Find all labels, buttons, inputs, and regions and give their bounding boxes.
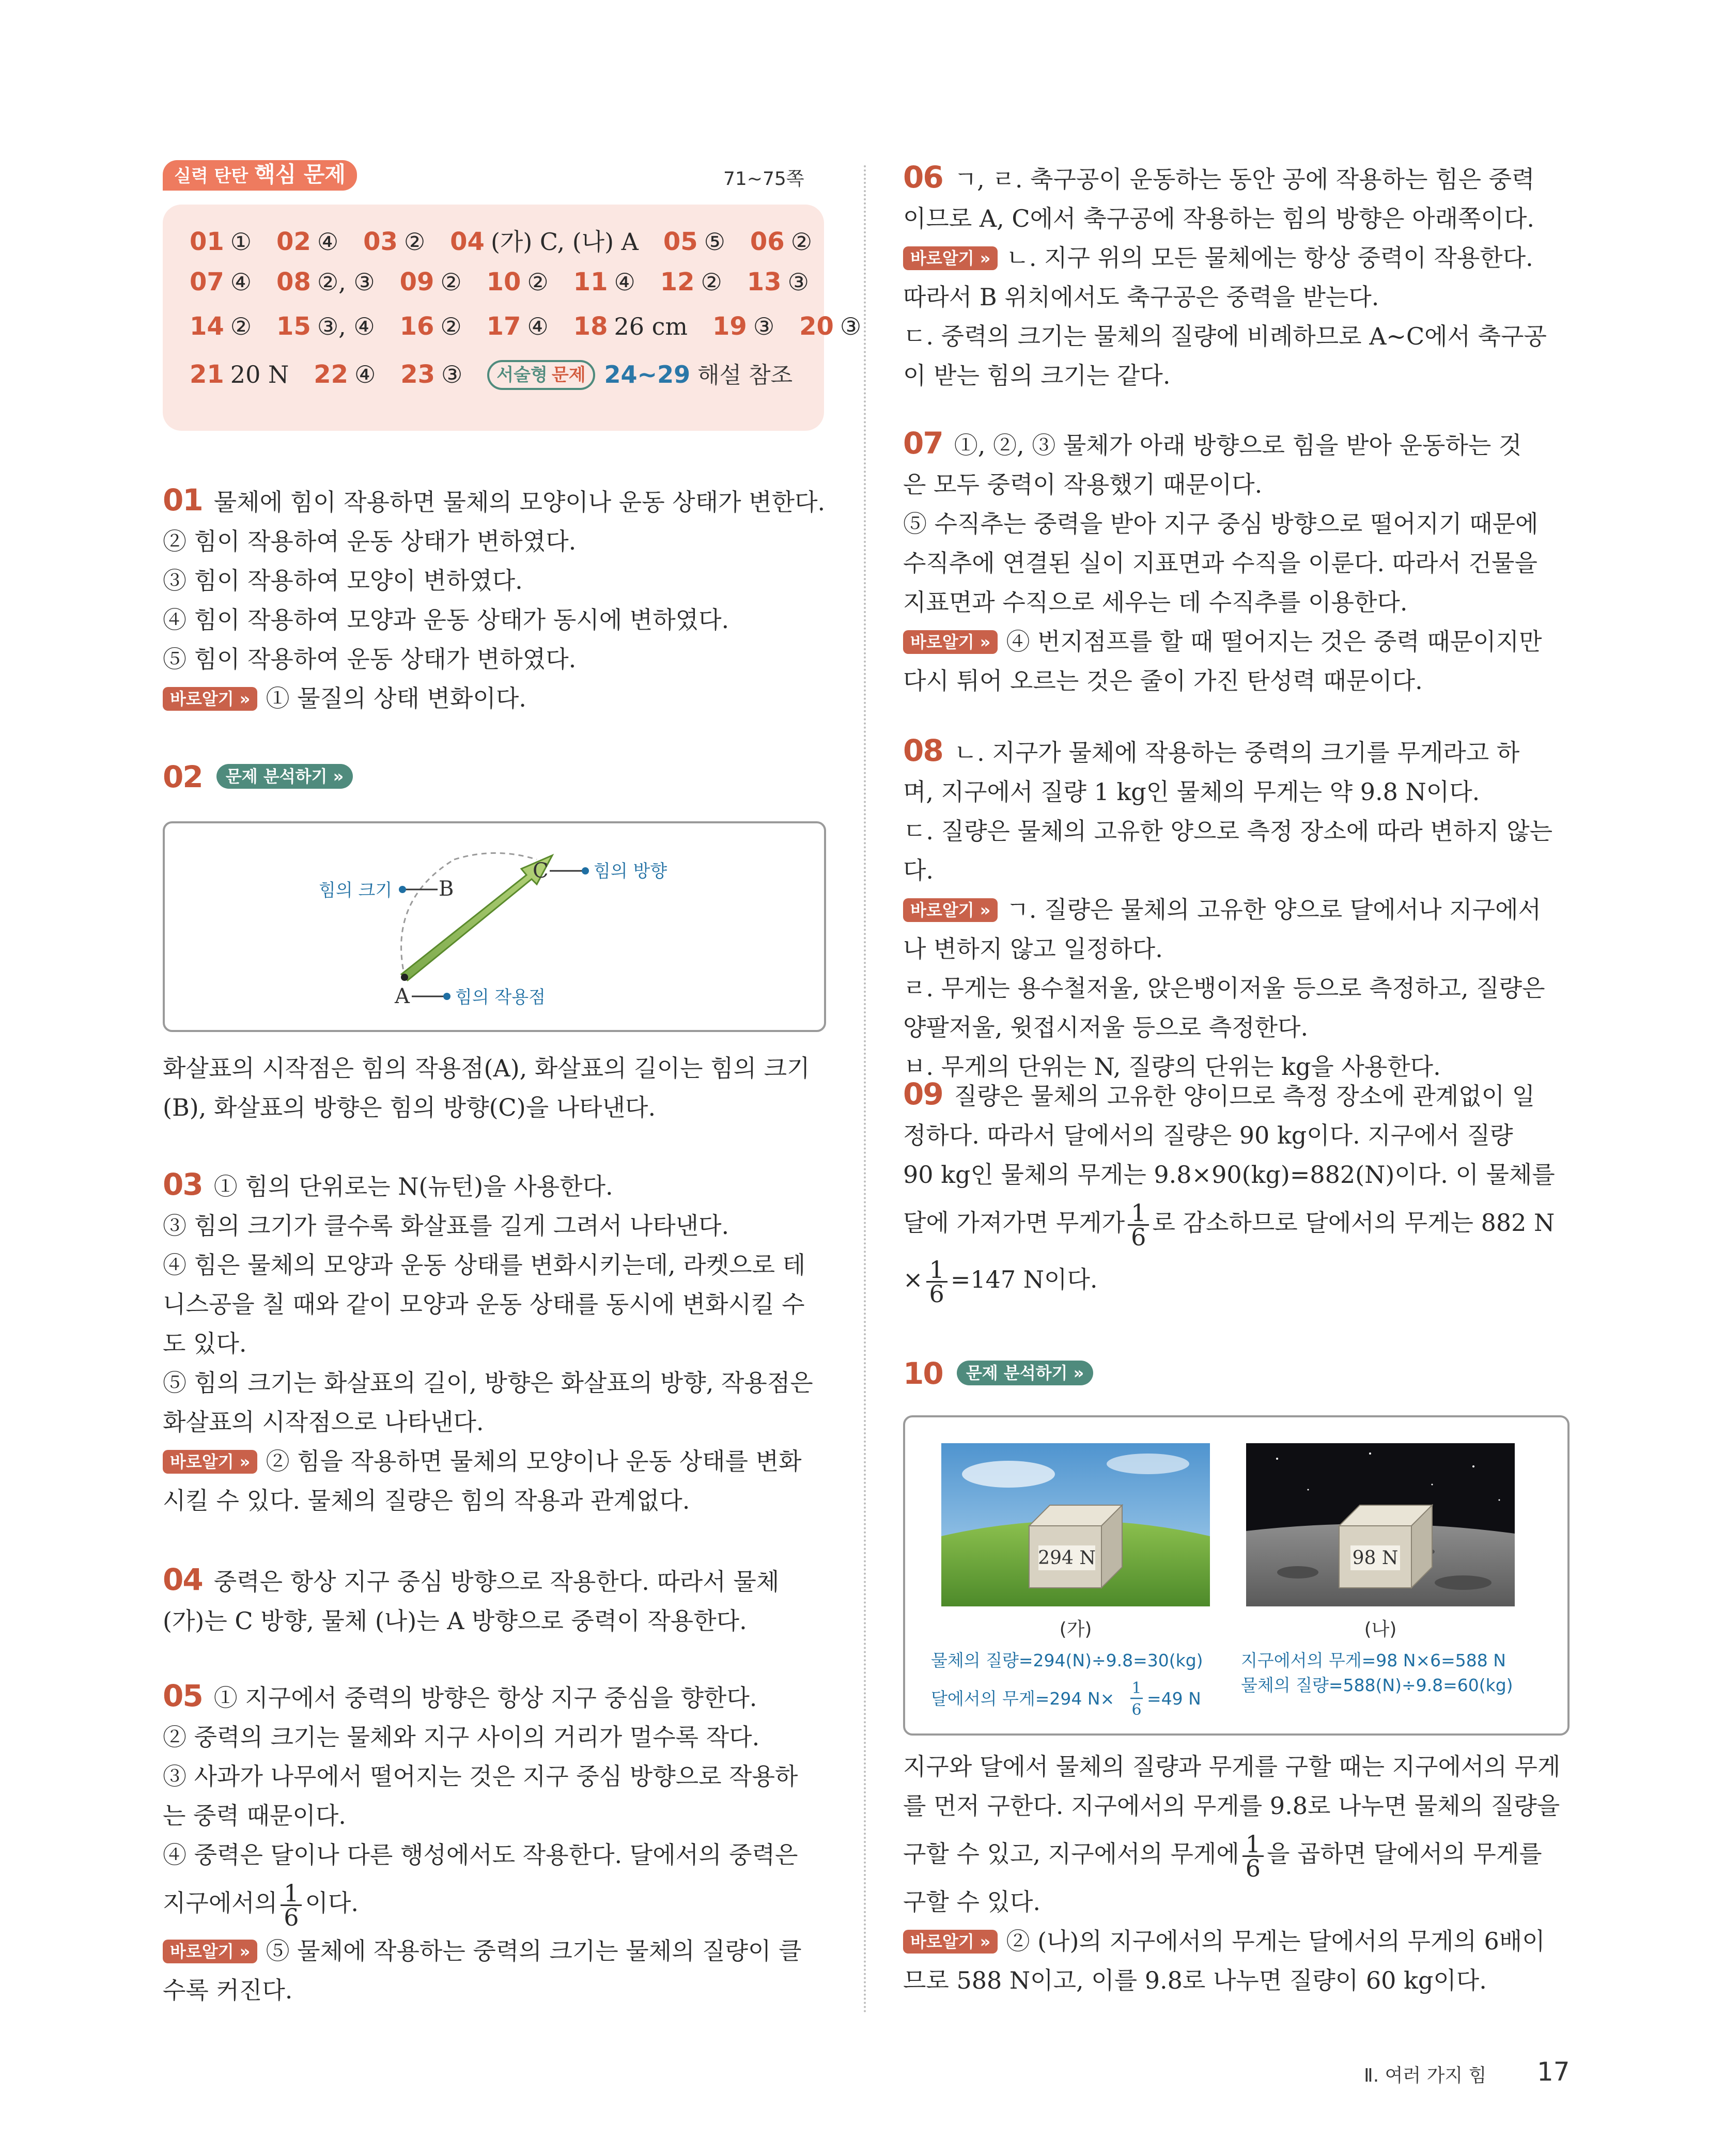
answer-value: 26 cm: [614, 313, 688, 340]
q06-line: ㄱ, ㄹ. 축구공이 운동하는 동안 공에 작용하는 힘은 중력: [954, 165, 1535, 193]
answer-item: [190, 361, 289, 388]
q06-block: [903, 158, 1575, 395]
answer-value: ②, ③: [317, 268, 375, 296]
q09-line: 로 감소하므로 달에서의 무게는 882 N: [1152, 1209, 1555, 1237]
q03-wrong-text: 시킬 수 있다. 물체의 질량은 힘의 작용과 관계없다.: [163, 1487, 690, 1514]
ga-weight-result: =49 N: [1147, 1689, 1201, 1709]
footer-unit: Ⅱ. 여러 가지 힘: [1364, 2065, 1487, 2086]
q06-wrong-text: ㄴ. 지구 위의 모든 물체에는 항상 중력이 작용한다.: [1006, 244, 1533, 272]
ga-mass-calc: 물체의 질량=294(N)÷9.8=30(kg): [931, 1650, 1203, 1670]
q04-line: 중력은 항상 지구 중심 방향으로 작용한다. 따라서 물체: [213, 1568, 780, 1596]
na-mass-calc: 물체의 질량=588(N)÷9.8=60(kg): [1241, 1675, 1513, 1695]
q07-line: ①, ②, ③ 물체가 아래 방향으로 힘을 받아 운동하는 것: [954, 431, 1522, 459]
q10-text: [903, 1747, 1575, 2000]
q05-line: ② 중력의 크기는 물체와 지구 사이의 거리가 멀수록 작다.: [163, 1723, 760, 1751]
q06-line: 이므로 A, C에서 축구공에 작용하는 힘의 방향은 아래쪽이다.: [903, 205, 1535, 232]
frac-top: 1: [281, 1882, 302, 1906]
analysis-badge: 문제 분석하기 »: [216, 764, 353, 789]
fraction: [1128, 1198, 1149, 1251]
answer-value: ②: [440, 313, 462, 340]
frac-top: 1: [1242, 1833, 1264, 1857]
answer-value: ④: [230, 268, 252, 296]
essay-badge: [487, 360, 595, 390]
answer-value: ③, ④: [317, 313, 375, 340]
essay-label: 서술형: [496, 365, 548, 385]
answer-row-1: [190, 223, 837, 257]
answer-number: 16: [399, 312, 434, 341]
answer-number: 10: [486, 268, 521, 296]
q06-line: 따라서 B 위치에서도 축구공은 중력을 받는다.: [903, 283, 1379, 311]
q10-line: 를 먼저 구한다. 지구에서의 무게를 9.8로 나누면 물체의 질량을: [903, 1792, 1560, 1820]
q05-line: ④ 중력은 달이나 다른 행성에서도 작용한다. 달에서의 중력은: [163, 1841, 798, 1869]
q08-line: 며, 지구에서 질량 1 kg인 물체의 무게는 약 9.8 N이다.: [903, 778, 1480, 806]
direction-arc: [454, 853, 537, 860]
q10-wrong-text: 므로 588 N이고, 이를 9.8로 나누면 질량이 60 kg이다.: [903, 1966, 1487, 1994]
q08-line: ㅂ. 무게의 단위는 N, 질량의 단위는 kg을 사용한다.: [903, 1053, 1441, 1081]
answer-item: [712, 313, 774, 340]
frac-top: 1: [926, 1258, 947, 1283]
answer-page-range: 71~75쪽: [723, 168, 804, 190]
answer-item: [573, 268, 635, 296]
answer-title-prefix: 실력 탄탄: [174, 166, 248, 186]
q07-wrong-text: ④ 번지점프를 할 때 떨어지는 것은 중력 때문이지만: [1006, 628, 1542, 655]
force-arrow-svg: [165, 823, 824, 1030]
answer-item: [487, 313, 549, 340]
answer-number: 03: [363, 227, 398, 256]
q08-line: 양팔저울, 윗접시저울 등으로 측정한다.: [903, 1013, 1309, 1041]
q10-line: 을 곱하면 달에서의 무게를: [1267, 1840, 1542, 1868]
answer-number: 18: [573, 312, 608, 341]
q09-block: [903, 1074, 1575, 1308]
q01-line: 물체에 힘이 작용하면 물체의 모양이나 운동 상태가 변한다.: [213, 488, 826, 516]
q08-line: ㄹ. 무게는 용수철저울, 앉은뱅이저울 등으로 측정하고, 질량은: [903, 974, 1545, 1002]
q01-line: ④ 힘이 작용하여 모양과 운동 상태가 동시에 변하였다.: [163, 606, 729, 634]
moon-weight-label: 98 N: [1352, 1548, 1399, 1569]
answer-value: ④: [354, 361, 376, 388]
essay-range: 24~29: [604, 361, 691, 388]
answer-value: ②: [527, 268, 549, 296]
label-na: (나): [1364, 1619, 1397, 1640]
question-number: 09: [903, 1076, 943, 1112]
q01-line: ② 힘이 작용하여 운동 상태가 변하였다.: [163, 527, 577, 555]
label-ga: (가): [1059, 1619, 1092, 1640]
q01-line: ⑤ 힘이 작용하여 운동 상태가 변하였다.: [163, 645, 577, 673]
answer-number: 20: [799, 312, 834, 341]
question-number: 04: [163, 1562, 203, 1597]
answer-item: [400, 268, 462, 296]
answer-value: ②: [701, 268, 722, 296]
q07-line: ⑤ 수직추는 중력을 받아 지구 중심 방향으로 떨어지기 때문에: [903, 510, 1539, 538]
q07-wrong-text: 다시 튀어 오르는 것은 줄이 가진 탄성력 때문이다.: [903, 667, 1423, 695]
question-number: 01: [163, 482, 203, 518]
answer-value: ⑤: [704, 228, 725, 256]
answer-key-box: [163, 205, 862, 431]
answer-number: 19: [712, 312, 747, 341]
fraction: [281, 1879, 302, 1931]
answer-value: ③: [441, 361, 463, 388]
label-b: B: [439, 877, 454, 901]
answer-number: 07: [190, 268, 224, 296]
wrong-answer-tag: 바로알기 »: [163, 687, 257, 711]
answer-value: ②: [440, 268, 462, 296]
question-number: 02: [163, 759, 203, 794]
point-a-dot: [401, 974, 408, 981]
wrong-answer-tag: 바로알기 »: [163, 1940, 257, 1963]
wrong-answer-tag: 바로알기 »: [163, 1450, 257, 1474]
answer-number: 11: [573, 268, 608, 296]
q10-line: 지구와 달에서 물체의 질량과 무게를 구할 때는 지구에서의 무게: [903, 1753, 1561, 1780]
earth-weight-label: 294 N: [1038, 1548, 1096, 1569]
answer-value: ②: [403, 228, 426, 256]
label-c: C: [533, 859, 549, 883]
question-number: 10: [903, 1356, 943, 1391]
q06-line: ㄷ. 중력의 크기는 물체의 질량에 비례하므로 A~C에서 축구공: [903, 322, 1547, 350]
ga-weight-calc: 달에서의 무게=294 N×: [931, 1689, 1115, 1709]
q05-block: [163, 1676, 829, 2010]
answer-value: ③: [840, 313, 862, 340]
label-size: 힘의 크기: [319, 880, 393, 901]
force-arrow: [401, 855, 552, 980]
q08-wrong-text: ㄱ. 질량은 물체의 고유한 양으로 달에서나 지구에서: [1006, 896, 1541, 924]
label-direction: 힘의 방향: [594, 861, 667, 882]
q08-line: ㄷ. 질량은 물체의 고유한 양으로 측정 장소에 따라 변하지 않는다.: [903, 817, 1553, 884]
q08-line: 나 변하지 않고 일정하다.: [903, 935, 1163, 963]
answer-item: [190, 268, 252, 296]
answer-value: (가) C, (나) A: [490, 228, 639, 256]
q02-line: (B), 화살표의 방향은 힘의 방향(C)을 나타낸다.: [163, 1093, 656, 1121]
q10-wrong-text: ② (나)의 지구에서의 무게는 달에서의 무게의 6배이: [1006, 1927, 1545, 1955]
wrong-answer-tag: 바로알기 »: [903, 246, 998, 270]
answer-item: [450, 228, 639, 256]
q05-frac-pre: 지구에서의: [163, 1889, 278, 1917]
answer-value: 20 N: [230, 361, 289, 388]
answer-number: 21: [190, 360, 224, 389]
na-weight-calc: 지구에서의 무게=98 N×6=588 N: [1241, 1650, 1506, 1670]
answer-value: ④: [527, 313, 549, 340]
essay-reference: 해설 참조: [697, 362, 793, 388]
answer-section-title: [163, 160, 357, 191]
page-number: 17: [1537, 2057, 1570, 2087]
answer-item: [276, 268, 375, 296]
answer-number: 08: [276, 268, 311, 296]
answer-number: 06: [750, 227, 785, 256]
q09-line: =147 N이다.: [950, 1266, 1098, 1293]
q02-header: [163, 759, 353, 794]
answer-number: 02: [276, 227, 311, 256]
answer-item: [400, 361, 462, 388]
answer-item: [276, 313, 375, 340]
q07-line: 은 모두 중력이 작용했기 때문이다.: [903, 471, 1263, 498]
q03-line: ④ 힘은 물체의 모양과 운동 상태를 변화시키는데, 라켓으로 테: [163, 1251, 806, 1279]
answer-number: 22: [314, 360, 348, 389]
answer-number: 09: [399, 268, 434, 296]
q05-line: 는 중력 때문이다.: [163, 1802, 346, 1830]
answer-item: [190, 313, 252, 340]
frac-top: 1: [1131, 1679, 1142, 1697]
frac-bottom: 6: [284, 1903, 299, 1931]
q08-block: [903, 731, 1575, 1086]
q07-line: 지표면과 수직으로 세우는 데 수직추를 이용한다.: [903, 588, 1408, 616]
q01-line: ③ 힘이 작용하여 모양이 변하였다.: [163, 567, 523, 595]
answer-value: ④: [317, 228, 339, 256]
answer-value: ③: [787, 268, 809, 296]
q01-block: [163, 480, 829, 718]
question-number: 05: [163, 1678, 203, 1713]
q07-block: [903, 424, 1575, 700]
answer-item: [747, 268, 809, 296]
q03-line: 화살표의 시작점으로 나타낸다.: [163, 1408, 484, 1436]
q01-wrong-text: ① 물질의 상태 변화이다.: [266, 684, 526, 712]
frac-bottom: 6: [1131, 1223, 1146, 1251]
answer-item: [400, 313, 462, 340]
answer-row-3: [190, 312, 886, 341]
q05-frac-post: 이다.: [305, 1889, 359, 1917]
answer-row-2: [190, 268, 834, 296]
answer-item: [799, 313, 861, 340]
q09-line: 달에 가져가면 무게가: [903, 1209, 1125, 1237]
answer-number: 23: [400, 360, 436, 389]
q04-line: (가)는 C 방향, 물체 (나)는 A 방향으로 중력이 작용한다.: [163, 1607, 747, 1635]
answer-value: ③: [753, 313, 775, 340]
essay-label-problem: 문제: [551, 365, 586, 385]
q02-text: [163, 1049, 829, 1127]
answer-item: [663, 228, 725, 256]
q02-line: 화살표의 시작점은 힘의 작용점(A), 화살표의 길이는 힘의 크기: [163, 1054, 810, 1082]
answer-number: 17: [486, 312, 521, 341]
question-number: 06: [903, 160, 943, 195]
answer-item: [276, 228, 338, 256]
answer-title-main: 핵심 문제: [254, 162, 346, 187]
answer-number: 15: [276, 312, 311, 341]
question-number: 07: [903, 426, 943, 461]
q09-line: ×: [903, 1266, 923, 1293]
answer-item: [487, 268, 549, 296]
q05-line: ③ 사과가 나무에서 떨어지는 것은 지구 중심 방향으로 작용하: [163, 1762, 798, 1790]
answer-item: [190, 228, 252, 256]
answer-row-4: [190, 356, 793, 390]
q03-block: [163, 1165, 829, 1520]
answer-number: 01: [190, 227, 224, 256]
answer-item: [660, 268, 722, 296]
answer-number: 12: [660, 268, 695, 296]
answer-value: ②: [230, 313, 252, 340]
frac-bottom: 6: [929, 1279, 944, 1308]
frac-bottom: 6: [1245, 1854, 1261, 1882]
frac-bottom: 6: [1131, 1701, 1142, 1719]
q03-wrong-text: ② 힘을 작용하면 물체의 모양이나 운동 상태를 변화: [266, 1447, 802, 1475]
q03-line: 도 있다.: [163, 1330, 247, 1357]
answer-item: [314, 361, 376, 388]
q09-line: 90 kg인 물체의 무게는 9.8×90(kg)=882(N)이다. 이 물체를: [903, 1161, 1555, 1189]
q09-line: 정하다. 따라서 달에서의 질량은 90 kg이다. 지구에서 질량: [903, 1121, 1513, 1149]
answer-value: ②: [790, 228, 812, 256]
q09-line: 질량은 물체의 고유한 양이므로 측정 장소에 관계없이 일: [954, 1082, 1535, 1110]
frac-top: 1: [1128, 1201, 1149, 1226]
earth-moon-diagram: [903, 1415, 1570, 1736]
q06-line: 이 받는 힘의 크기는 같다.: [903, 362, 1171, 389]
label-point: 힘의 작용점: [455, 987, 546, 1008]
fraction: [1242, 1830, 1264, 1882]
answer-item: [750, 228, 812, 256]
q10-line: 구할 수 있고, 지구에서의 무게에: [903, 1840, 1239, 1868]
fraction: [926, 1255, 947, 1308]
q04-block: [163, 1560, 829, 1641]
answer-number: 04: [450, 227, 485, 256]
q05-wrong-text: ⑤ 물체에 작용하는 중력의 크기는 물체의 질량이 클: [266, 1937, 802, 1965]
column-divider: [864, 165, 866, 2014]
q03-line: 니스공을 칠 때와 같이 모양과 운동 상태를 동시에 변화시킬 수: [163, 1290, 805, 1318]
q05-wrong-text: 수록 커진다.: [163, 1976, 293, 2004]
answer-number: 14: [190, 312, 224, 341]
answer-number: 13: [747, 268, 782, 296]
q03-line: ① 힘의 단위로는 N(뉴턴)을 사용한다.: [213, 1173, 613, 1200]
wrong-answer-tag: 바로알기 »: [903, 1930, 998, 1954]
answer-value: ①: [230, 228, 252, 256]
q07-line: 수직추에 연결된 실이 지표면과 수직을 이룬다. 따라서 건물을: [903, 549, 1537, 577]
wrong-answer-tag: 바로알기 »: [903, 630, 998, 654]
q08-line: ㄴ. 지구가 물체에 작용하는 중력의 크기를 무게라고 하: [954, 739, 1520, 767]
q10-header: [903, 1356, 1093, 1391]
q10-line: 구할 수 있다.: [903, 1888, 1041, 1916]
label-a: A: [395, 985, 410, 1008]
answer-item: [363, 228, 425, 256]
answer-number: 05: [663, 227, 698, 256]
question-number: 08: [903, 733, 943, 768]
earth-moon-svg: [905, 1417, 1567, 1733]
wrong-answer-tag: 바로알기 »: [903, 898, 998, 922]
q05-line: ① 지구에서 중력의 방향은 항상 지구 중심을 향한다.: [213, 1684, 757, 1712]
q03-line: ③ 힘의 크기가 클수록 화살표를 길게 그려서 나타낸다.: [163, 1212, 729, 1240]
question-number: 03: [163, 1167, 203, 1202]
analysis-badge: 문제 분석하기 »: [957, 1361, 1093, 1385]
answer-value: ④: [614, 268, 635, 296]
q03-line: ⑤ 힘의 크기는 화살표의 길이, 방향은 화살표의 방향, 작용점은: [163, 1369, 813, 1397]
answer-item: [573, 313, 688, 340]
force-arrow-diagram: [163, 821, 826, 1032]
